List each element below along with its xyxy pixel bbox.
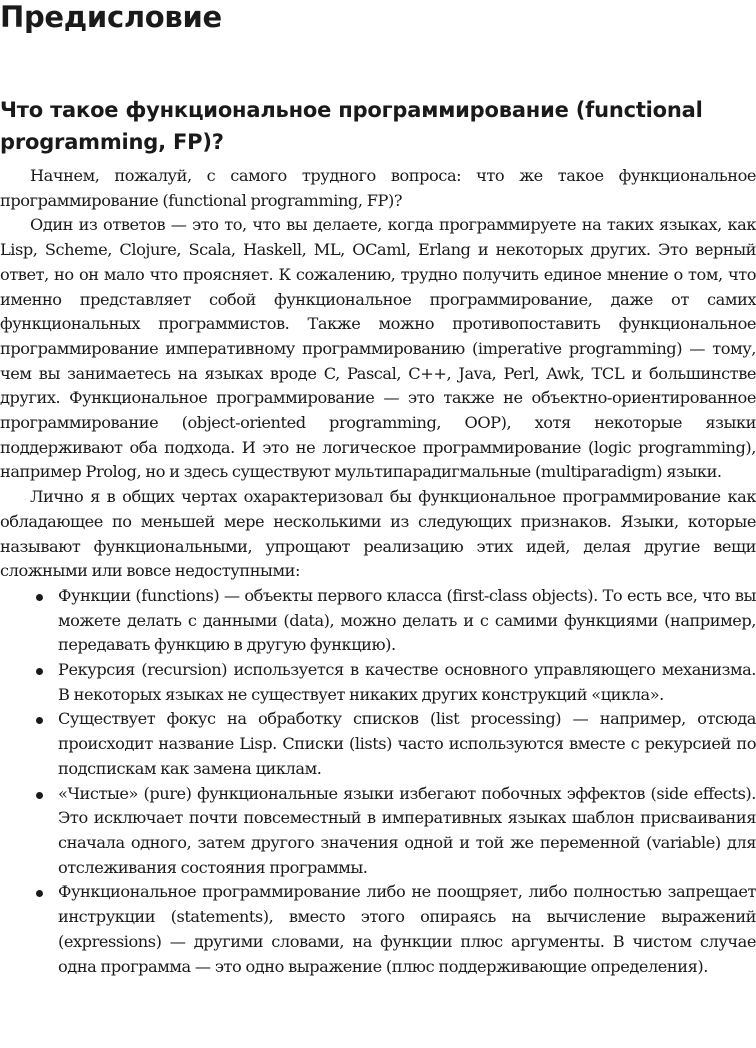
list-item-text: Функции (functions) — объекты первого класса (first-class objects). То есть все, что вы можете делать с данными (data), можно делать и с самими функциями (например, передавать функцию в другую функцию). [58, 585, 756, 655]
body-text [0, 164, 756, 979]
paragraph: Лично я в общих чертах охарактеризовал бы функциональное программирование как обладающее по меньшей мере несколькими из следующих признаков. Языки, которые называют функциональными, упрощают реализацию этих идей, делая другие вещи сложными или вовсе недоступными: [0, 487, 756, 581]
list-item [58, 658, 756, 707]
list-item [58, 782, 756, 881]
bullet-icon [36, 792, 43, 799]
list-item-text: «Чистые» (pure) функциональные языки избегают побочных эффектов (side effects). Это исключает почти повсеместный в императивных языках шаблон присваивания сначала одного, затем другого значения одной и той же переменной (variable) для отслеживания состояния программы. [58, 783, 756, 877]
bullet-icon [36, 594, 43, 601]
paragraph: Начнем, пожалуй, с самого трудного вопроса: что же такое функциональное программирование (functional programming, FP)? [0, 166, 756, 210]
bullet-icon [36, 890, 43, 897]
list-item-text: Существует фокус на обработку списков (list processing) — например, отсюда происходит название Lisp. Списки (lists) часто используются вместе с рекурсией по подспискам как замена циклам. [58, 709, 756, 778]
list-item-text: Рекурсия (recursion) используется в качестве основного управляющего механизма. В некоторых языках не существует никаких других конструкций «цикла». [58, 660, 756, 704]
section-title: Что такое функциональное программирование (functional programming, FP)? [0, 98, 703, 154]
list-item [58, 707, 756, 781]
list-item [58, 584, 756, 658]
list-item-text: Функциональное программирование либо не поощряет, либо полностью запрещает инструкции (statements), вместо этого опираясь на вычисление выражений (expressions) — другими словами, на функции плюс аргументы. В чистом случае одна программа — это одно выражение (плюс поддерживающие определения). [58, 882, 756, 976]
paragraph: Один из ответов — это то, что вы делаете, когда программируете на таких языках, как Lisp, Scheme, Clojure, Scala, Haskell, ML, OCaml, Erlang и некоторых других. Это верный ответ, но он мало что проясняет. К сожалению, трудно получить единое мнение о том, что именно представляет собой функциональное программирование, даже от самих функциональных программистов. Также можно противопоставить функциональное программирование императивному программированию (imperative programming) — тому, чем вы занимаетесь на языках вроде C, Pascal, C++, Java, Perl, Awk, TCL и большинстве других. Функциональное программирование — это также не объектно-ориентированное программирование (object-oriented programming, OOP), хотя некоторые языки поддерживают оба подхода. И это не логическое программирование (logic programming), например Prolog, но и здесь существуют мультипарадигмальные (multiparadigm) языки. [0, 215, 756, 482]
bullet-icon [36, 668, 43, 675]
bullet-icon [36, 717, 43, 724]
feature-list [0, 584, 756, 979]
chapter-title: Предисловие [0, 0, 222, 34]
list-item [58, 880, 756, 979]
